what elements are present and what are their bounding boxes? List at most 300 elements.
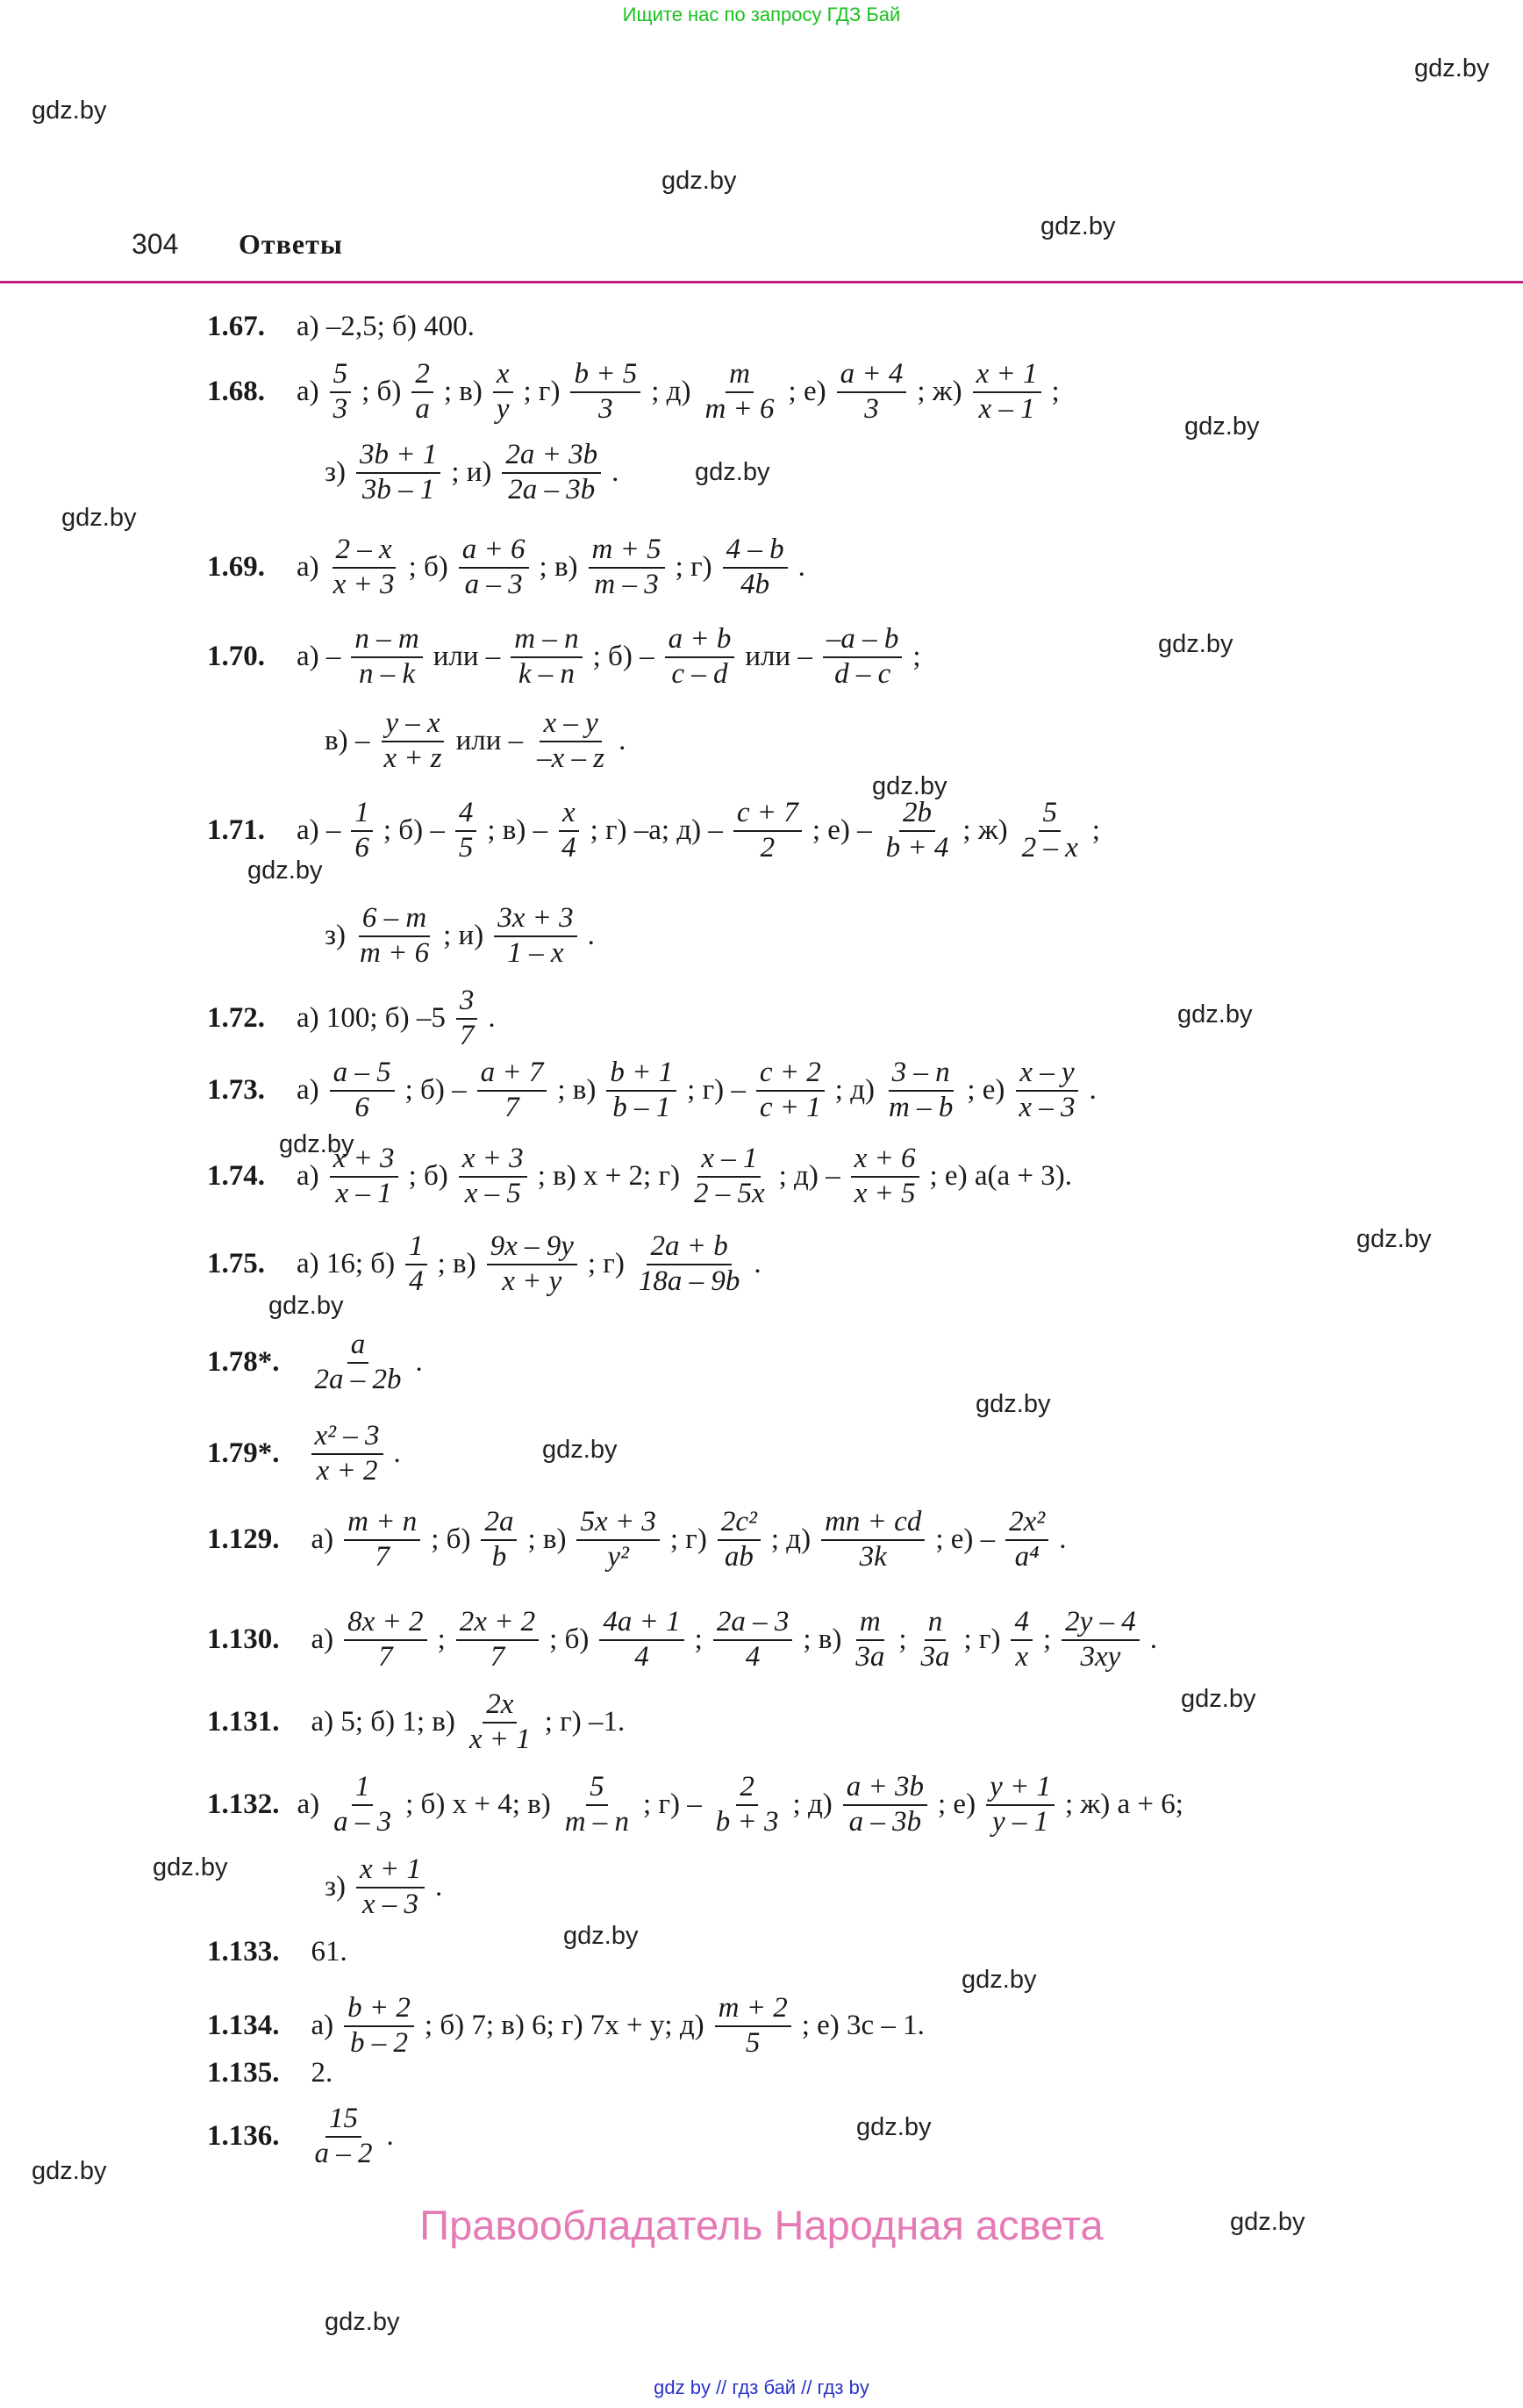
answer-text: ; [1051,376,1060,408]
answer-text: ; е) [788,376,826,408]
numerator: 5 [1039,797,1061,832]
answer-text: 61. [311,1936,347,1967]
fraction [494,902,576,971]
fraction [837,358,907,426]
denominator: –x – z [537,742,605,774]
numerator: 2x [483,1688,517,1724]
denominator: x + z [383,742,442,774]
fraction [356,902,433,971]
answer-text: 2. [311,2057,333,2089]
denominator: 3 [332,392,348,425]
denominator: b [491,1540,507,1573]
numerator: m [726,358,754,393]
answer-text: ; в) – [487,814,548,847]
numerator: 4a + 1 [599,1606,683,1641]
watermark: gdz.by [872,772,947,800]
numerator: a – 5 [330,1057,395,1092]
answer-text: а) – [297,814,341,847]
numerator: a + 3b [843,1771,927,1806]
answer-row [207,2057,338,2089]
fraction [883,797,953,865]
answer-number: 1.73. [207,1074,265,1107]
answer-text: ; [1091,814,1100,847]
numerator: c + 7 [733,797,802,832]
denominator: k – n [518,657,576,690]
fraction [459,1143,527,1211]
denominator: b + 3 [715,1805,779,1838]
fraction [311,1329,405,1397]
denominator: b – 2 [350,2026,409,2059]
watermark: gdz.by [856,2113,932,2141]
denominator: 1 – x [507,936,564,969]
numerator: 2x² [1005,1506,1048,1541]
numerator: y – x [382,707,443,742]
numerator: 3 [456,985,478,1020]
answer-text: ; б) [549,1623,590,1656]
answer-row [207,1688,630,1757]
answer-row [207,1506,1071,1574]
fraction [576,1506,659,1574]
denominator: x – 5 [464,1177,521,1209]
header-divider [0,281,1523,283]
answer-text: . [1089,1074,1097,1107]
search-banner[interactable]: Ищите нас по запросу ГДЗ Бай [622,4,901,25]
answer-text: ; [694,1623,703,1656]
denominator: 7 [459,1019,475,1051]
fraction [635,1230,744,1299]
denominator: x – 1 [978,392,1035,425]
numerator: 2a – 3 [713,1606,793,1641]
answer-text: или – [455,725,524,757]
numerator: 3 – n [889,1057,954,1092]
numerator: 2a + b [647,1230,731,1265]
answer-row [207,1057,1102,1125]
copyright-notice: Правообладатель Народная асвета [419,2202,1104,2248]
answer-text: ; г) [963,1623,1001,1656]
answer-text: ; г) [587,1248,625,1280]
fraction [533,707,608,776]
denominator: 3a [855,1640,885,1673]
watermark: gdz.by [1158,630,1233,658]
denominator: y [496,392,510,425]
answer-row-continued [319,439,624,507]
fraction [455,797,477,865]
numerator: b + 5 [570,358,640,393]
denominator: 4 [409,1265,424,1297]
fraction [558,797,580,865]
numerator: 2a [481,1506,517,1541]
fraction [356,439,440,507]
answer-text: . [611,456,619,489]
fraction [823,623,903,692]
answer-text: ; д) [651,376,691,408]
fraction [917,1606,953,1674]
answer-text: ; д) [770,1523,812,1556]
denominator: 3k [859,1540,887,1573]
numerator: 3b + 1 [356,439,440,474]
fraction [344,1506,420,1574]
watermark: gdz.by [61,504,137,532]
watermark: gdz.by [247,856,323,885]
answer-text: ; [898,1623,907,1656]
answer-text: ; д) [834,1074,875,1107]
numerator: mn + cd [821,1506,925,1541]
answer-text: ; г) –1. [544,1706,626,1738]
answer-text: а) 5; б) 1; в) [311,1706,455,1738]
denominator: 5 [745,2026,761,2059]
fraction [851,1143,919,1211]
fraction [356,1853,425,1922]
numerator: 5 [586,1771,608,1806]
answer-text: ; и) [443,920,484,952]
fraction [561,1771,633,1839]
fraction [311,1420,383,1488]
numerator: x + 6 [851,1143,919,1178]
answer-text: . [393,1437,401,1470]
denominator: x – 3 [361,1888,419,1920]
watermark: gdz.by [32,2157,107,2185]
numerator: 1 [405,1230,427,1265]
answer-text: ; в) x + 2; г) [537,1160,680,1193]
numerator: x – 1 [697,1143,761,1178]
fraction [456,985,478,1053]
fraction [821,1506,925,1574]
numerator: 1 [351,797,373,832]
answer-text: ; е) – [812,814,872,847]
answer-row [207,1143,1077,1211]
denominator: x + 5 [854,1177,916,1209]
watermark: gdz.by [279,1130,354,1158]
denominator: m + 6 [360,936,430,969]
fraction [570,358,640,426]
answer-text: а) [297,551,319,584]
answer-row [207,1420,406,1488]
answer-text: ; [437,1623,446,1656]
numerator: a [347,1329,369,1364]
numerator: 2b [899,797,935,832]
answer-text: ; г) [523,376,561,408]
watermark: gdz.by [1184,412,1260,441]
answer-text: а) [311,1623,334,1656]
watermark: gdz.by [563,1922,639,1950]
denominator: 5 [458,831,474,864]
answer-text: ; б) [408,551,448,584]
answer-text: а) 100; б) –5 [297,1002,446,1035]
answer-number: 1.70. [207,641,265,673]
watermark: gdz.by [1181,1685,1256,1713]
numerator: 6 – m [359,902,430,937]
answer-text: ; г) – [643,1788,702,1821]
numerator: 2y – 4 [1062,1606,1140,1641]
answer-text: . [488,1002,496,1035]
answer-number: 1.134. [207,2010,280,2042]
numerator: x – y [540,707,601,742]
answer-row [207,534,811,602]
numerator: m [856,1606,884,1641]
numerator: 1 [352,1771,374,1806]
answer-text: . [754,1248,762,1280]
answer-text: а) [297,1074,319,1107]
fraction [599,1606,683,1674]
numerator: 4 [1011,1606,1033,1641]
watermark: gdz.by [962,1966,1037,1994]
fraction [405,1230,427,1299]
numerator: 2x + 2 [456,1606,539,1641]
answer-text: . [587,920,595,952]
numerator: 2 [411,358,433,393]
numerator: x – y [1016,1057,1077,1092]
denominator: a – 2 [314,2137,373,2169]
answer-text: ; г) [675,551,712,584]
denominator: ab [724,1540,754,1573]
answer-text: а) 16; б) [297,1248,396,1280]
answer-text: а) [311,2010,334,2042]
answer-number: 1.79*. [207,1437,280,1470]
denominator: b – 1 [612,1091,671,1123]
watermark: gdz.by [661,167,737,195]
numerator: 8x + 2 [344,1606,426,1641]
denominator: a⁴ [1014,1540,1040,1573]
answer-text: ; г) – [687,1074,746,1107]
answer-text: ; б) [408,1160,448,1193]
fraction [665,623,735,692]
numerator: x² – 3 [311,1420,383,1455]
denominator: x + 3 [332,568,395,600]
answer-row [207,623,926,692]
answer-row [207,358,1065,426]
answer-text: ; и) [451,456,492,489]
denominator: c + 1 [759,1091,821,1123]
denominator: 7 [375,1540,390,1573]
answer-number: 1.72. [207,1002,265,1035]
denominator: y² [607,1540,629,1573]
numerator: 5x + 3 [576,1506,659,1541]
answer-text: . [618,725,626,757]
denominator: x + y [502,1265,562,1297]
answer-text: ; б) [431,1523,471,1556]
numerator: a + 4 [837,358,907,393]
answer-text: ; б) – [592,641,654,673]
denominator: 3xy [1080,1640,1121,1673]
answer-text: ; в) [539,551,578,584]
numerator: b + 1 [606,1057,676,1092]
answer-text: ; ж) a + 6; [1065,1788,1183,1821]
footer-links[interactable]: gdz by // гдз бай // гдз by [654,2376,869,2398]
answer-text: ; в) [437,1248,476,1280]
watermark: gdz.by [268,1292,344,1320]
numerator: m – n [511,623,582,658]
answer-text: а) [297,1788,320,1821]
denominator: 2 – x [1021,831,1078,864]
answer-text: ; ж) [917,376,962,408]
denominator: 18a – 9b [638,1265,740,1297]
numerator: m + 2 [715,1992,791,2027]
numerator: x + 1 [973,358,1041,393]
watermark: gdz.by [1356,1225,1432,1253]
fraction [456,1606,539,1674]
answer-text: ; б) [361,376,402,408]
denominator: a [415,392,430,425]
fraction [1062,1606,1140,1674]
answer-row [207,1606,1162,1674]
denominator: 2 [760,831,776,864]
numerator: x + 1 [356,1853,425,1888]
denominator: 2a – 2b [314,1363,402,1395]
denominator: 4 [634,1640,649,1673]
answer-text: з) [325,456,347,489]
fraction [459,534,529,602]
denominator: 4b [740,568,770,600]
fraction [733,797,802,865]
fraction [843,1771,927,1839]
answer-number: 1.69. [207,551,265,584]
fraction [723,534,788,602]
fraction [973,358,1041,426]
fraction [351,797,373,865]
denominator: m – 3 [594,568,659,600]
answer-text: ; в) [443,376,483,408]
fraction [380,707,445,776]
numerator: a + 7 [477,1057,547,1092]
denominator: c – d [671,657,728,690]
answer-number: 1.67. [207,311,265,342]
answer-number: 1.133. [207,1936,280,1967]
answer-text: ; е) [938,1788,976,1821]
denominator: 7 [504,1091,519,1123]
answer-row [207,1230,767,1299]
watermark: gdz.by [976,1390,1051,1418]
answer-row [207,985,501,1053]
denominator: 6 [354,831,369,864]
answer-text: ; е) [967,1074,1005,1107]
fraction [712,1771,783,1839]
numerator: –a – b [823,623,903,658]
numerator: x [493,358,513,393]
fraction [351,623,422,692]
numerator: a + 6 [459,534,529,569]
answer-text: ; е) 3c – 1. [801,2010,925,2042]
answer-text: ; б) – [383,814,445,847]
fraction [715,1992,791,2060]
numerator: a + b [665,623,735,658]
fraction [466,1688,534,1757]
answer-text: ; [1042,1623,1052,1656]
denominator: n – k [358,657,416,690]
answer-text: . [797,551,805,584]
watermark: gdz.by [153,1853,228,1881]
denominator: x + 1 [468,1723,531,1755]
fraction [330,1057,395,1125]
fraction [344,1606,426,1674]
denominator: 3a [920,1640,950,1673]
fraction [718,1506,761,1574]
fraction [885,1057,956,1125]
answer-row-continued [319,1853,447,1922]
fraction [311,2103,376,2171]
denominator: 2 – 5x [693,1177,765,1209]
answer-text: ; д) [792,1788,833,1821]
answer-text: . [415,1346,423,1379]
answer-row [207,311,480,343]
answer-text: ; г) [669,1523,707,1556]
answer-text: з) [325,920,347,952]
numerator: 2a + 3b [502,439,601,474]
answer-text: ; е) a(a + 3). [929,1160,1072,1193]
answer-row [207,1992,930,2060]
answer-number: 1.136. [207,2120,280,2153]
watermark: gdz.by [1230,2208,1305,2236]
numerator: m + 5 [589,534,665,569]
answer-number: 1.130. [207,1623,280,1656]
numerator: x + 3 [330,1143,398,1178]
denominator: 2a – 3b [508,473,596,505]
answer-number: 1.71. [207,814,265,847]
denominator: a – 3 [464,568,523,600]
answer-text: ; е) – [935,1523,996,1556]
fraction [477,1057,547,1125]
denominator: 7 [378,1640,393,1673]
answer-number: 1.135. [207,2057,280,2089]
answer-row-continued [319,902,600,971]
answer-text: или – [433,641,501,673]
numerator: b + 2 [344,1992,414,2027]
fraction [411,358,433,426]
answer-number: 1.68. [207,376,265,408]
fraction [330,534,398,602]
answer-text: в) – [325,725,370,757]
denominator: x – 1 [335,1177,392,1209]
numerator: x [559,797,579,832]
watermark: gdz.by [32,97,107,125]
answer-text: а) [297,1160,319,1193]
numerator: 5 [330,358,352,393]
numerator: n – m [351,623,422,658]
answer-text: . [434,1871,443,1903]
numerator: 3x + 3 [494,902,576,937]
fraction [1011,1606,1033,1674]
answer-text: ; в) [527,1523,567,1556]
fraction [1015,1057,1078,1125]
denominator: m + 6 [704,392,775,425]
answer-number: 1.74. [207,1160,265,1193]
numerator: 9x – 9y [487,1230,577,1265]
numerator: c + 2 [756,1057,825,1092]
answer-text: ; ж) [962,814,1008,847]
denominator: y – 1 [991,1805,1049,1838]
denominator: d – c [834,657,891,690]
fraction [713,1606,793,1674]
answer-row-continued [319,707,631,776]
numerator: 4 [455,797,477,832]
answer-text: ; д) – [778,1160,840,1193]
answer-text: а) [311,1523,334,1556]
fraction [487,1230,577,1299]
answer-row [207,2103,399,2171]
answer-text: а) – [297,641,341,673]
answer-text: ; б) – [404,1074,467,1107]
watermark: gdz.by [695,458,770,486]
denominator: x [1015,1640,1029,1673]
watermark: gdz.by [1414,54,1490,82]
numerator: 4 – b [723,534,788,569]
fraction [330,1771,395,1839]
answer-text: ; в) [557,1074,597,1107]
answer-text: ; в) [803,1623,842,1656]
numerator: 2 [736,1771,758,1806]
denominator: x – 3 [1019,1091,1076,1123]
answer-number: 1.129. [207,1523,280,1556]
answer-number: 1.78*. [207,1346,280,1379]
